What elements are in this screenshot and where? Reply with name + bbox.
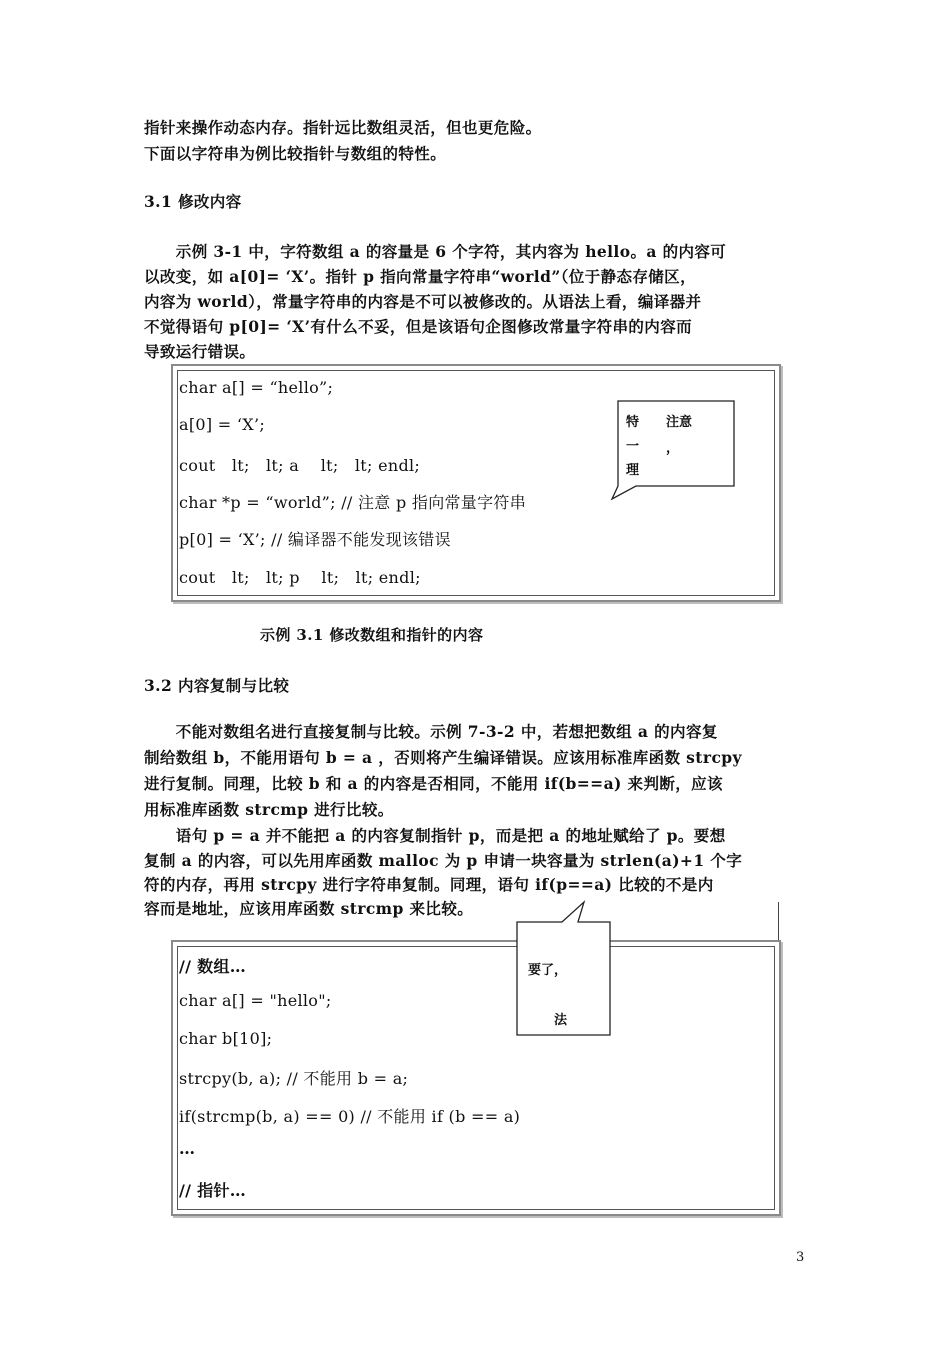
code-line: char *p = “world”; // 注意 p 指向常量字符串 xyxy=(179,493,527,512)
code-line: // 指针… xyxy=(179,1181,247,1200)
page-number: 3 xyxy=(796,1250,805,1265)
paragraph-line: 不觉得语句 p[0]= ‘X’有什么不妥，但是该语句企图修改常量字符串的内容而 xyxy=(144,317,692,336)
callout-char: 一 xyxy=(626,439,640,454)
code-example-3-2 xyxy=(171,940,781,1216)
paragraph-line: 示例 3-1 中，字符数组 a 的容量是 6 个字符，其内容为 hello。a 的内容可 xyxy=(144,242,727,261)
code-line: … xyxy=(179,1139,196,1158)
callout-char: 特 xyxy=(626,415,640,430)
paragraph-line: 以改变，如 a[0]= ‘X’。指针 p 指向常量字符串“world”（位于静态存储区， xyxy=(144,267,696,286)
code-line: p[0] = ‘X’; // 编译器不能发现该错误 xyxy=(179,530,451,549)
callout-text: 法 xyxy=(554,1013,568,1028)
callout-char: ， xyxy=(666,441,680,456)
callout-text: 要了， xyxy=(528,963,568,978)
figure-caption: 示例 3.1 修改数组和指针的内容 xyxy=(260,626,484,644)
code-line: char a[] = "hello"; xyxy=(179,991,332,1010)
section-heading-3-2: 3.2 内容复制与比较 xyxy=(144,676,290,695)
paragraph-line: 用标准库函数 strcmp 进行比较。 xyxy=(144,800,394,819)
paragraph-line: 不能对数组名进行直接复制与比较。示例 7-3-2 中，若想把数组 a 的内容复 xyxy=(144,722,718,741)
paragraph-line: 复制 a 的内容，可以先用库函数 malloc 为 p 申请一块容量为 strlen(a)+1 个字 xyxy=(144,851,743,870)
code-line: // 数组… xyxy=(179,957,247,976)
code-line: cout lt; lt; p lt; lt; endl; xyxy=(179,568,421,587)
code-line: char a[] = “hello”; xyxy=(179,378,334,397)
paragraph-line: 导致运行错误。 xyxy=(144,342,256,361)
callout-char: 理 xyxy=(626,463,640,478)
intro-line-2: 下面以字符串为例比较指针与数组的特性。 xyxy=(144,144,447,163)
paragraph-line: 容而是地址，应该用库函数 strcmp 来比较。 xyxy=(144,899,474,918)
callout-note-1 xyxy=(600,396,740,506)
code-line: cout lt; lt; a lt; lt; endl; xyxy=(179,456,421,475)
callout-char: 注意 xyxy=(666,415,693,430)
frame-edge xyxy=(778,902,779,942)
intro-line-1: 指针来操作动态内存。指针远比数组灵活，但也更危险。 xyxy=(144,118,542,137)
callout-note-2 xyxy=(514,898,614,1038)
paragraph-line: 进行复制。同理，比较 b 和 a 的内容是否相同，不能用 if(b==a) 来判断，应该 xyxy=(144,774,723,793)
code-line: if(strcmp(b, a) == 0) // 不能用 if (b == a) xyxy=(179,1107,521,1126)
code-line: char b[10]; xyxy=(179,1029,273,1048)
code-line: strcpy(b, a); // 不能用 b = a; xyxy=(179,1069,409,1088)
section-heading-3-1: 3.1 修改内容 xyxy=(144,192,242,211)
paragraph-line: 内容为 world），常量字符串的内容是不可以被修改的。从语法上看，编译器并 xyxy=(144,292,702,311)
paragraph-line: 语句 p = a 并不能把 a 的内容复制指针 p，而是把 a 的地址赋给了 p。要想 xyxy=(144,826,726,845)
paragraph-line: 符的内存，再用 strcpy 进行字符串复制。同理，语句 if(p==a) 比较的不是内 xyxy=(144,875,714,894)
code-line: a[0] = ‘X’; xyxy=(179,415,266,434)
paragraph-line: 制给数组 b，不能用语句 b = a ，否则将产生编译错误。应该用标准库函数 strcpy xyxy=(144,748,742,767)
